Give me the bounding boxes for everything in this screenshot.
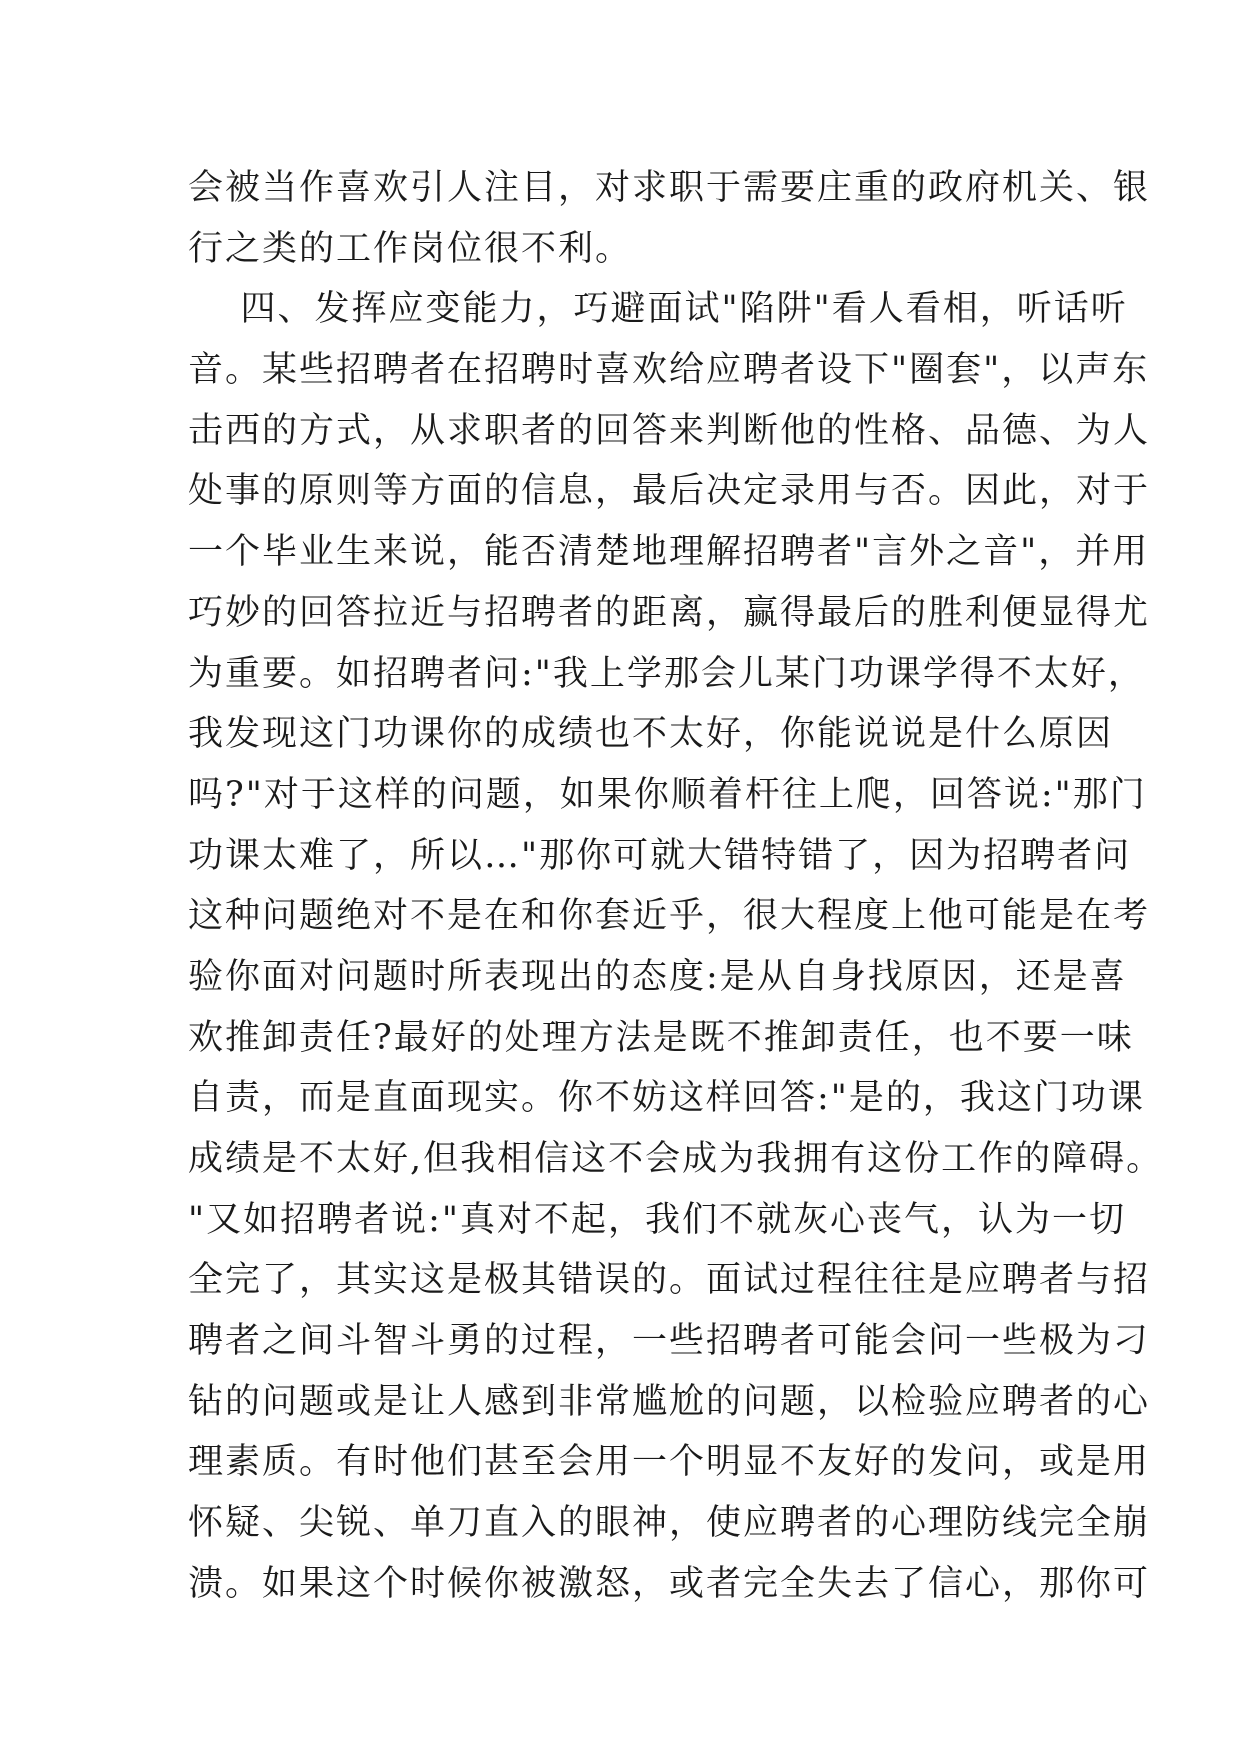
text-line: 验你面对问题时所表现出的态度:是从自身找原因，还是喜 (188, 956, 1127, 997)
text-line: 自责，而是直面现实。你不妨这样回答:"是的，我这门功课 (188, 1078, 1145, 1119)
text-line: 这种问题绝对不是在和你套近乎，很大程度上他可能是在考 (188, 896, 1151, 937)
text-line: 四、发挥应变能力，巧避面试"陷阱"看人看相，听话听 (188, 289, 1128, 330)
text-line: 处事的原则等方面的信息，最后决定录用与否。因此，对于 (188, 471, 1151, 512)
text-line: 理素质。有时他们甚至会用一个明显不友好的发问，或是用 (188, 1442, 1151, 1483)
text-line: 会被当作喜欢引人注目，对求职于需要庄重的政府机关、银 (188, 168, 1151, 208)
text-line: 钻的问题或是让人感到非常尴尬的问题，以检验应聘者的心 (188, 1381, 1151, 1422)
text-line: 溃。如果这个时候你被激怒，或者完全失去了信心，那你可 (188, 1563, 1151, 1604)
text-line: 为重要。如招聘者问:"我上学那会儿某门功课学得不太好， (188, 653, 1145, 694)
text-line: 我发现这门功课你的成绩也不太好，你能说说是什么原因 (188, 714, 1114, 755)
text-line: 吗?"对于这样的问题，如果你顺着杆往上爬，回答说:"那门 (188, 774, 1147, 815)
text-line: 全完了，其实这是极其错误的。面试过程往往是应聘者与招 (188, 1260, 1151, 1301)
text-line: 音。某些招聘者在招聘时喜欢给应聘者设下"圈套"，以声东 (188, 350, 1150, 391)
text-line: 一个毕业生来说，能否清楚地理解招聘者"言外之音"，并用 (188, 532, 1150, 573)
body-text (188, 158, 1164, 1615)
text-line: 怀疑、尖锐、单刀直入的眼神，使应聘者的心理防线完全崩 (188, 1503, 1151, 1544)
text-line: 成绩是不太好,但我相信这不会成为我拥有这份工作的障碍。 (188, 1139, 1164, 1179)
text-line: 聘者之间斗智斗勇的过程，一些招聘者可能会问一些极为刁 (188, 1321, 1151, 1362)
text-line: 功课太难了，所以…"那你可就大错特错了，因为招聘者问 (188, 835, 1132, 876)
text-line: 击西的方式，从求职者的回答来判断他的性格、品德、为人 (188, 410, 1151, 451)
text-line: "又如招聘者说:"真对不起，我们不就灰心丧气，认为一切 (188, 1199, 1126, 1240)
text-line: 欢推卸责任?最好的处理方法是既不推卸责任，也不要一味 (188, 1017, 1134, 1058)
text-line: 巧妙的回答拉近与招聘者的距离，赢得最后的胜利便显得尤 (188, 592, 1151, 633)
text-line: 行之类的工作岗位很不利。 (188, 228, 633, 269)
